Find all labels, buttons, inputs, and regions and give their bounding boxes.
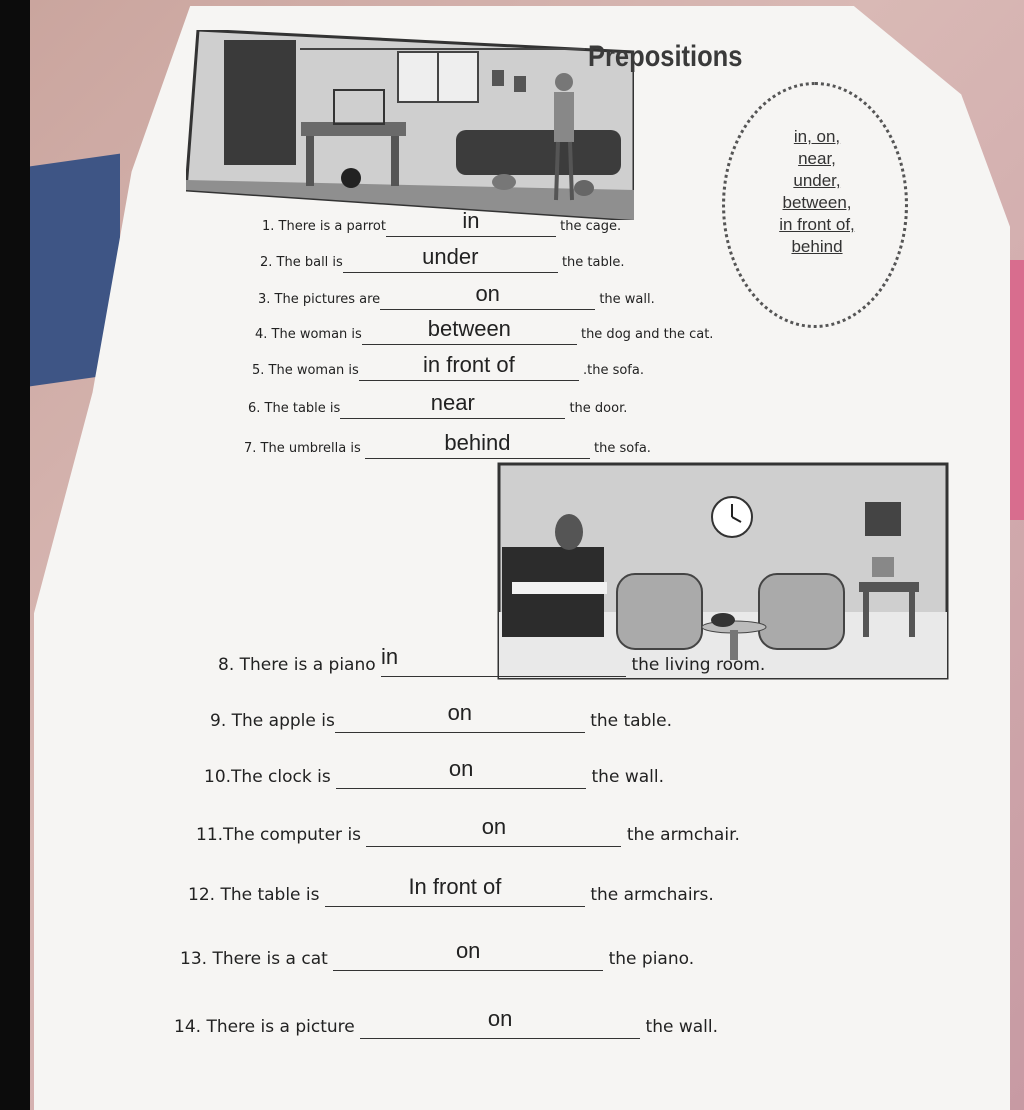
page-title: Prepositions — [588, 40, 743, 73]
answer-blank — [365, 432, 590, 459]
desk — [859, 582, 919, 592]
answer-blank — [386, 210, 556, 237]
answer-text: under — [422, 244, 479, 269]
exercise-line — [258, 283, 655, 310]
door — [224, 40, 296, 165]
ball — [341, 168, 361, 188]
sentence-start: 13. There is a cat — [180, 949, 328, 969]
computer — [872, 557, 894, 577]
sentence-start: 4. The woman is — [255, 327, 362, 342]
background-left — [0, 0, 30, 1110]
exercise-line — [188, 874, 714, 907]
sentence-end: the wall. — [591, 767, 664, 787]
sentence-end: the table. — [590, 711, 672, 731]
room-illustration-1 — [186, 30, 634, 220]
answer-text: behind — [444, 430, 511, 455]
answer-text: in — [381, 644, 399, 669]
answer-text: In front of — [408, 874, 502, 899]
word-bank-item: near, — [798, 149, 836, 168]
answer-text: on — [447, 700, 473, 725]
answer-blank — [343, 246, 558, 273]
answer-blank — [335, 700, 585, 733]
answer-text: in front of — [422, 352, 515, 377]
sentence-end: the wall. — [645, 1017, 719, 1037]
exercise-line — [252, 354, 644, 381]
word-bank-item: between, — [782, 193, 852, 212]
answer-text: between — [427, 316, 511, 341]
sentence-start: 14. There is a picture — [174, 1017, 355, 1037]
sentence-start: 1. There is a parrot — [262, 219, 386, 234]
sentence-start: 9. The apple is — [210, 711, 335, 731]
armchair — [759, 574, 844, 649]
exercise-line — [196, 814, 740, 847]
exercise-line — [204, 756, 664, 789]
sentence-end: the living room. — [631, 655, 766, 675]
exercise-line — [248, 392, 627, 419]
answer-text: on — [475, 281, 500, 306]
answer-text: near — [430, 390, 475, 415]
answer-text: on — [448, 756, 474, 781]
sentence-end: the cage. — [560, 219, 622, 234]
sentence-end: the table. — [561, 255, 625, 270]
sentence-start: 7. The umbrella is — [244, 441, 361, 456]
word-bank-item: in front of, — [779, 215, 855, 234]
word-bank — [742, 126, 892, 258]
word-bank-item: behind — [791, 237, 843, 256]
armchair — [617, 574, 702, 649]
sentence-end: the door. — [569, 401, 628, 416]
word-bank-item: in, on, — [793, 127, 841, 146]
sentence-start: 3. The pictures are — [258, 292, 381, 307]
exercise-line — [180, 938, 695, 971]
sentence-end: the piano. — [608, 949, 695, 969]
woman — [555, 73, 573, 91]
picture — [865, 502, 901, 536]
sentence-end: the armchair. — [626, 825, 740, 845]
cat — [574, 180, 594, 196]
answer-blank — [360, 1006, 640, 1039]
answer-text: in — [462, 208, 480, 233]
exercise-line — [210, 700, 672, 733]
sentence-end: the armchairs. — [590, 885, 714, 905]
sentence-end: the dog and the cat. — [580, 327, 714, 342]
exercise-line — [218, 644, 766, 677]
answer-text: on — [455, 938, 481, 963]
answer-text: on — [481, 814, 507, 839]
answer-blank — [381, 644, 626, 677]
picture-frame — [492, 70, 504, 86]
answer-blank — [380, 283, 595, 310]
exercise-line — [260, 246, 624, 273]
answer-blank — [340, 392, 565, 419]
answer-blank — [362, 318, 577, 345]
sentence-start: 12. The table is — [188, 885, 320, 905]
answer-blank — [359, 354, 579, 381]
sentence-start: 11.The computer is — [196, 825, 362, 845]
sofa — [456, 130, 621, 175]
room-illustration-2 — [497, 462, 949, 680]
sentence-end: the sofa. — [594, 441, 651, 456]
sentence-start: 8. There is a piano — [218, 655, 376, 675]
sentence-start: 10.The clock is — [204, 767, 331, 787]
answer-text: on — [487, 1006, 513, 1031]
exercise-line — [262, 210, 621, 237]
cat — [555, 514, 583, 550]
sentence-end: the wall. — [599, 292, 655, 307]
answer-blank — [366, 814, 621, 847]
answer-blank — [336, 756, 586, 789]
word-bank-item: under, — [793, 171, 841, 190]
answer-blank — [325, 874, 585, 907]
exercise-line — [244, 432, 651, 459]
dog — [492, 174, 516, 190]
sentence-start: 6. The table is — [248, 401, 341, 416]
apple — [711, 613, 735, 627]
exercise-line — [174, 1006, 719, 1039]
answer-blank — [333, 938, 603, 971]
exercise-line — [255, 318, 713, 345]
sentence-start: 5. The woman is — [252, 363, 359, 378]
picture-frame — [514, 76, 526, 92]
sentence-end: .the sofa. — [582, 363, 644, 378]
title-rule — [300, 48, 585, 50]
sentence-start: 2. The ball is — [260, 255, 343, 270]
